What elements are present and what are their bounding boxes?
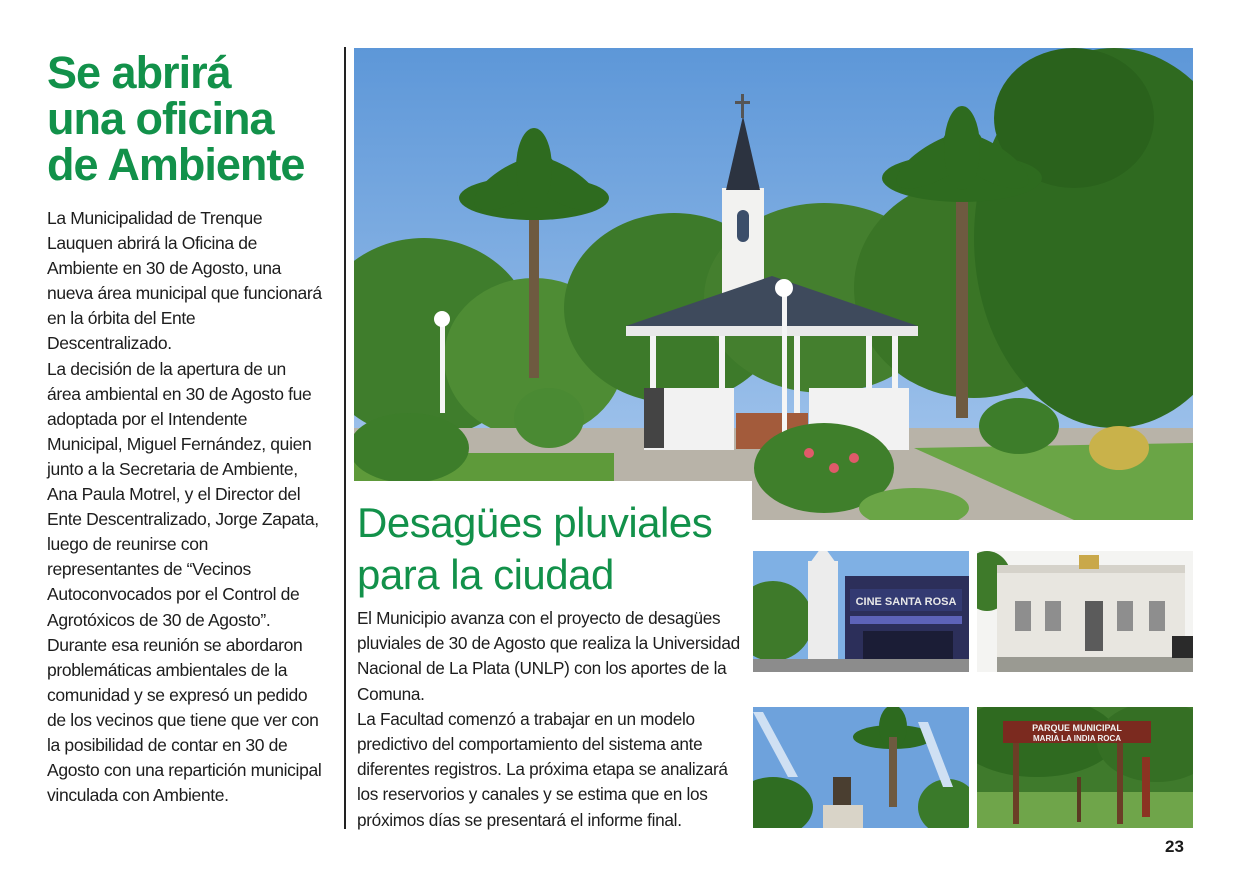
park-sign-line2: MARIA LA INDIA ROCA [1033, 734, 1121, 743]
article2-body [357, 606, 747, 833]
article1-body [47, 206, 322, 808]
headline2-line: Desagües pluviales [357, 499, 713, 546]
article2-paragraph: El Municipio avanza con el proyecto de desagües pluviales de 30 de Agosto que realiza la Universidad Nacional de La Plata (UNLP) con los aportes de la Comuna. [357, 608, 740, 704]
park-sign-line1: PARQUE MUNICIPAL [1032, 723, 1122, 733]
article1-paragraph: Durante esa reunión se abordaron problemáticas ambientales de la comunidad y se expresó un pedido de los vecinos que tiene que ver con la posibilidad de contar en 30 de Agosto con una repartición municipal vinculada con Ambiente. [47, 634, 322, 806]
article2-headline [357, 497, 757, 601]
article1-paragraph: La decisión de la apertura de un área ambiental en 30 de Agosto fue adoptada por el Intendente Municipal, Miguel Fernández, quien junto a la Secretaria de Ambiente, Ana Paula Motrel, y el Director del Ente Descentralizado, Jorge Zapata, luego de reunirse con representantes de “Vecinos Autoconvocados por el Control de Agrotóxicos de 30 de Agosto”. [47, 358, 319, 630]
headline1-line: una oficina [47, 93, 274, 144]
article1-paragraph: La Municipalidad de Trenque Lauquen abrirá la Oficina de Ambiente en 30 de Agosto, una nueva área municipal que funcionará en la órbita del Ente Descentralizado. [47, 208, 322, 354]
article2-paragraph: La Facultad comenzó a trabajar en un modelo predictivo del comportamiento del sistema ante diferentes registros. La próxima etapa se analizará los reservorios y canales y se estima que en los próximos días se presentará el informe final. [357, 708, 728, 830]
headline2-line: para la ciudad [357, 551, 614, 598]
plaza-photo [354, 48, 1193, 520]
article1-headline [47, 47, 337, 190]
cinema-photo [753, 551, 969, 672]
headline1-line: Se abrirá [47, 47, 231, 98]
column-divider [344, 47, 346, 829]
municipal-building-photo [977, 551, 1193, 672]
headline1-line: de Ambiente [47, 139, 305, 190]
page-number: 23 [1165, 837, 1184, 856]
monument-flags-photo [753, 707, 969, 828]
park-sign-photo [977, 707, 1193, 828]
cinema-sign-text: CINE SANTA ROSA [855, 596, 957, 608]
